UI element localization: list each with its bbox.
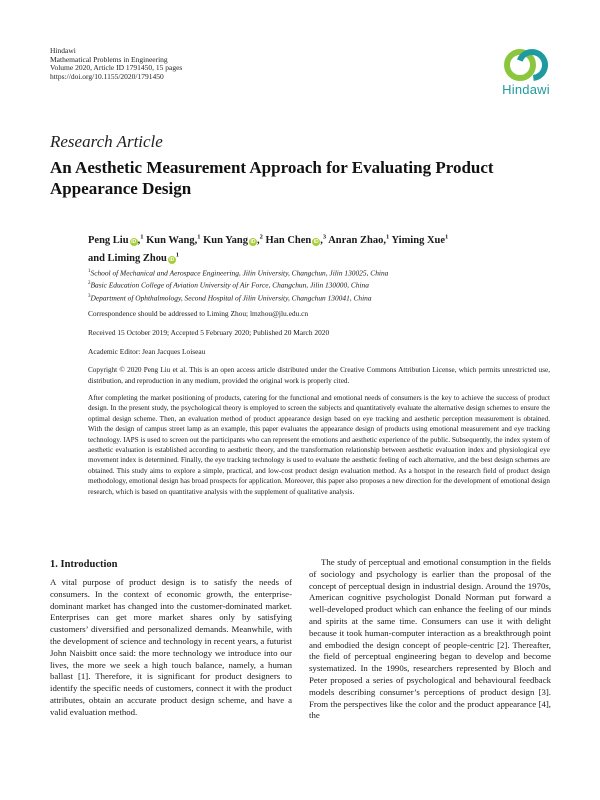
section-heading: 1. Introduction: [50, 559, 118, 570]
paragraph: The study of perceptual and emotional consumption in the fields of sociology and psychology is earlier than the proposal of the concept of perceptual design in industrial design. Around the 1970s, American cognitive psychologist Donald Norman put forward a well-developed product which can enhance the feeling of our minds and spirits at the same time. Consumers can use it with delight because it took human-computer interaction as a breakthrough point and embodied the design concept of people-centric [2]. Thereafter, the field of perceptual engineering began to develop and become systematized. In the 1990s, researchers represented by Bloch and Peter proposed a series of psychological and behavioural feedback models describing consumer’s perceptions of product design [3]. From the perspectives like the color and the product appearance [4], the: [309, 557, 551, 721]
orcid-icon[interactable]: iD: [313, 238, 319, 245]
article-type: Research Article: [50, 132, 163, 151]
author-list: [88, 229, 558, 266]
paper-title: An Aesthetic Measurement Approach for Evaluating Product Appearance Design: [50, 158, 494, 198]
author: Han Chen iD ,$^3$: [265, 233, 327, 246]
hindawi-wordmark: Hindawi: [502, 82, 550, 97]
orcid-icon[interactable]: iD: [169, 257, 175, 263]
doi-link[interactable]: https://doi.org/10.1155/2020/1791450: [50, 71, 164, 81]
intro-left-column: [50, 577, 292, 719]
author: Peng Liu iD ,$^1$: [88, 233, 144, 246]
affiliation: $^2$Basic Education College of Aviation University of Air Force, Changchun, Jilin 130000, China: [88, 280, 369, 290]
copyright-notice: Copyright © 2020 Peng Liu et al. This is an open access article distributed under the Creative Commons Attribution License, which permits unrestricted use, distribution, and reproduction in any medium, provided the original work is properly cited.: [88, 366, 550, 385]
author: Yiming Xue$^1$: [391, 233, 449, 246]
paragraph: A vital purpose of product design is to satisfy the needs of consumers. In the context of economic growth, the enterprise-dominant market has changed into the customer-dominated market. Enterprises can get more market shares only by satisfying customers’ diversified and personalized demands. Meanwhile, with the development of science and technology in recent years, a futurist John Naisbitt once said: the more technology we introduce into our lives, the more we seek a high touch balance, namely, a human ballast [1]. Therefore, it is significant for product designers to identify the specific needs of customers, connect it with the product attributes, obtain an accurate product design scheme, and have a valid evaluation method.: [50, 577, 292, 717]
hindawi-logo: [496, 46, 556, 104]
hindawi-logo-icon: [504, 46, 548, 84]
orcid-icon[interactable]: iD: [250, 238, 256, 245]
author: Kun Yang iD ,$^2$: [203, 233, 263, 246]
author: Anran Zhao,$^1$: [328, 233, 390, 246]
affiliation: $^1$School of Mechanical and Aerospace Engineering, Jilin University, Changchun, Jilin 130025, China: [88, 268, 389, 278]
author: Kun Wang,$^1$: [146, 233, 201, 246]
journal-header: [50, 47, 182, 81]
correspondence: Correspondence should be addressed to Liming Zhou; lmzhou@jlu.edu.cn: [88, 309, 309, 318]
publisher-name: Hindawi: [50, 46, 76, 55]
academic-editor: Academic Editor: Jean Jacques Loiseau: [88, 347, 206, 356]
affiliation: $^3$Department of Ophthalmology, Second Hospital of Jilin University, Changchun 130041, China: [88, 293, 372, 303]
author: and Liming Zhou $iD^1$: [88, 251, 180, 264]
orcid-icon[interactable]: iD: [131, 238, 137, 245]
journal-name: Mathematical Problems in Engineering: [50, 54, 168, 64]
affiliations: [88, 266, 388, 303]
intro-right-column: [309, 557, 551, 722]
volume-line: Volume 2020, Article ID 1791450, 15 pages: [50, 63, 183, 73]
abstract: After completing the market positioning of products, catering for the functional and emotional needs of consumers is the key to achieve the success of product design. In the present study, the psychological theory is employed to screen the subjects and quantitatively evaluate the alternative design schemes to ensure the optimal design scheme. Then, an evaluation method of product appearance design based on eye tracking and aesthetic perception measurement is obtained. With the design of campus street lamp as an example, this paper evaluates the appearance design of products using emotional measurement and eye tracking technology. IAPS is used to screen out the participants who can represent the emotions and aesthetic experience of the public. Subsequently, the index system of aesthetic evaluation is established according to aesthetic theory, and the transformation relationship between aesthetic evaluation index and physiological eye movement index is determined. Finally, the eye tracking technology is used to evaluate the aesthetic feeling of each alternative, and the best design schemes are obtained. This study aims to explore a simple, practical, and low-cost product design evaluation method. As a hotspot in the research field of product design methodology, emotional design has broad prospects for application. Moreover, this paper also proposes a new direction for the development of emotional design research, which is based on quantitative analysis with the supplement of qualitative analysis.: [88, 394, 550, 496]
dates: Received 15 October 2019; Accepted 5 February 2020; Published 20 March 2020: [88, 328, 330, 337]
